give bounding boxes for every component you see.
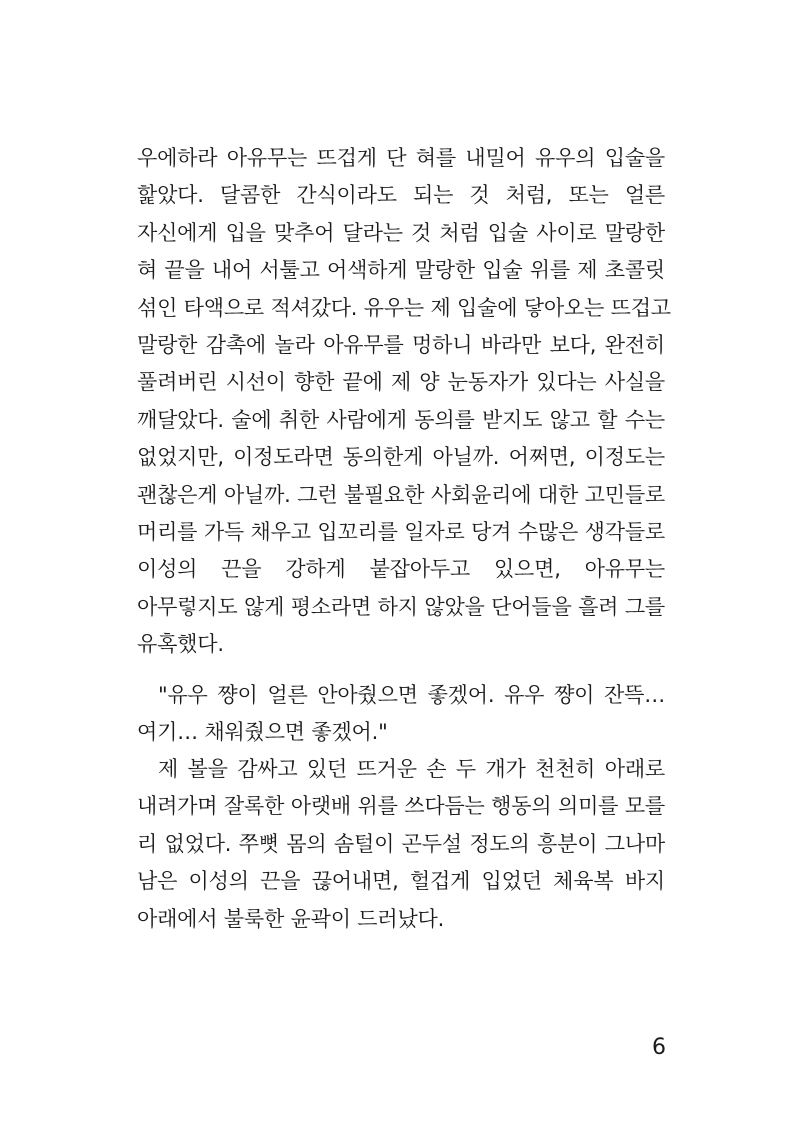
text-line: 아무렇지도 않게 평소라면 하지 않았을 단어들을 흘려 그를	[137, 594, 665, 619]
text-line: 없었지만, 이정도라면 동의한게 아닐까. 어쩌면, 이정도는	[137, 445, 665, 470]
text-line: 우에하라 아유무는 뜨겁게 단 혀를 내밀어 유우의 입술을	[137, 146, 665, 170]
paragraph-dialogue	[137, 677, 665, 752]
text-line: 이성의 끈을 강하게 붙잡아두고 있으면, 아유무는	[137, 557, 665, 582]
text-line: 남은 이성의 끈을 끊어내면, 헐겁게 입었던 체육복 바지	[137, 869, 665, 894]
paragraph-narration-2	[137, 751, 665, 938]
text-line: 리 없었다. 쭈뼛 몸의 솜털이 곤두설 정도의 흥분이 그나마	[137, 831, 665, 856]
text-line: 여기… 채워줬으면 좋겠어."	[137, 720, 388, 745]
text-line: 혀 끝을 내어 서툴고 어색하게 말랑한 입술 위를 제 초콜릿	[137, 258, 665, 283]
text-line: 괜찮은게 아닐까. 그런 불필요한 사회윤리에 대한 고민들로	[137, 482, 665, 507]
text-line: 유혹했다.	[137, 632, 224, 657]
text-line: 풀려버린 시선이 향한 끝에 제 양 눈동자가 있다는 사실을	[137, 370, 665, 395]
text-line: 머리를 가득 채우고 입꼬리를 일자로 당겨 수많은 생각들로	[137, 519, 665, 544]
text-line: 섞인 타액으로 적셔갔다. 유우는 제 입술에 닿아오는 뜨겁고	[137, 295, 671, 320]
text-line: 자신에게 입을 맞추어 달라는 것 처럼 입술 사이로 말랑한	[137, 220, 665, 245]
paragraph-narration-1	[137, 140, 671, 663]
page-number: 6	[652, 1035, 666, 1060]
text-line: 말랑한 감촉에 놀라 아유무를 멍하니 바라만 보다, 완전히	[137, 332, 665, 357]
text-line: 내려가며 잘록한 아랫배 위를 쓰다듬는 행동의 의미를 모를	[137, 794, 665, 819]
text-line: "유우 쨩이 얼른 안아줬으면 좋겠어. 유우 쨩이 잔뜩…	[158, 683, 665, 707]
text-line: 제 볼을 감싸고 있던 뜨거운 손 두 개가 천천히 아래로	[158, 757, 665, 781]
text-line: 깨달았다. 술에 취한 사람에게 동의를 받지도 않고 할 수는	[137, 407, 665, 432]
text-line: 핥았다. 달콤한 간식이라도 되는 것 처럼, 또는 얼른	[137, 183, 665, 208]
text-line: 아래에서 불룩한 윤곽이 드러났다.	[137, 906, 445, 931]
